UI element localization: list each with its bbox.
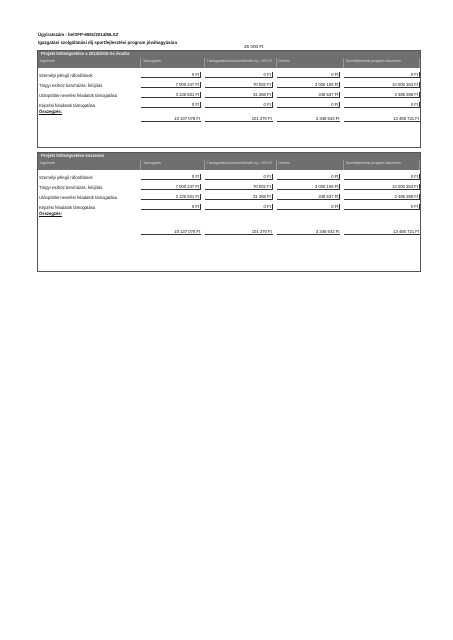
cell-onresz: 348 537 Ft [277, 194, 341, 200]
table-header [38, 160, 420, 170]
table-row [38, 170, 420, 180]
cell-onresz: 0 Ft [277, 72, 341, 78]
header-jogcimek: Jogcímek [38, 160, 141, 170]
header-kozremukodoi-dij: Támogatásból közreműködői díj = 900 Ft [205, 58, 277, 68]
table-row [38, 200, 420, 210]
table-row [38, 180, 420, 190]
budget-section-total [37, 152, 421, 272]
cell-tamogatas: 3 136 831 Ft [141, 194, 201, 200]
total-osszesen: 13 485 721 Ft [344, 229, 420, 235]
cell-onresz: 348 537 Ft [277, 92, 341, 98]
cell-tamogatas: 0 Ft [141, 204, 201, 210]
row-label: Képzési feladatok támogatása [39, 204, 96, 210]
total-tamogatas: 10 137 078 Ft [141, 229, 201, 235]
cell-kozremukodoi-dij: 31 368 Ft [205, 92, 273, 98]
header-tamogatas: Támogatás [141, 58, 205, 68]
row-label: Tárgyi eszköz beruházás, felújítás [39, 82, 103, 88]
cell-kozremukodoi-dij: 0 Ft [205, 174, 273, 180]
cell-kozremukodoi-dij: 0 Ft [205, 102, 273, 108]
total-osszesen: 13 485 721 Ft [344, 116, 420, 122]
cell-osszesen: 3 485 368 Ft [344, 92, 420, 98]
cell-tamogatas: 3 136 831 Ft [141, 92, 201, 98]
cell-kozremukodoi-dij: 70 002 Ft [205, 184, 273, 190]
header-osszesen: Sportfejlesztési program összesen [344, 160, 420, 170]
cell-kozremukodoi-dij: 31 368 Ft [205, 194, 273, 200]
cell-osszesen: 0 Ft [344, 174, 420, 180]
cell-tamogatas: 7 000 247 Ft [141, 184, 201, 190]
row-label: Személyi jellegű ráfordítások [39, 72, 93, 78]
cell-tamogatas: 7 000 247 Ft [141, 82, 201, 88]
summary-row [38, 115, 420, 122]
cell-kozremukodoi-dij: 70 002 Ft [205, 82, 273, 88]
cell-osszesen: 10 000 353 Ft [344, 82, 420, 88]
document-subtitle: Igazgatási szolgáltatási díj sportfejlesztési program jóváhagyására [38, 40, 178, 45]
cell-osszesen: 3 485 368 Ft [344, 194, 420, 200]
table-row [38, 98, 420, 108]
header-onresz: Önrész [277, 160, 345, 170]
cell-osszesen: 0 Ft [344, 72, 420, 78]
row-label: Személyi jellegű ráfordítások [39, 174, 93, 180]
budget-section-season [37, 50, 421, 148]
cell-kozremukodoi-dij: 0 Ft [205, 72, 273, 78]
cell-onresz: 0 Ft [277, 102, 341, 108]
fee-amount: 25 000 Ft [232, 44, 300, 51]
header-onresz: Önrész [277, 58, 345, 68]
summary-label: Összegzés: [39, 108, 63, 114]
cell-osszesen: 0 Ft [344, 204, 420, 210]
header-osszesen: Sportfejlesztési program összesen [344, 58, 420, 68]
row-label: Képzési feladatok támogatása [39, 102, 96, 108]
row-label: Utánpótlás-nevelési feladatok támogatása [39, 194, 117, 200]
cell-onresz: 3 000 106 Ft [277, 82, 341, 88]
total-kozremukodoi-dij: 101 370 Ft [205, 229, 273, 235]
section-title: Projekt költségvetése a 2014/2015-ös évadra [38, 51, 153, 58]
cell-onresz: 3 000 106 Ft [277, 184, 341, 190]
cell-tamogatas: 0 Ft [141, 102, 201, 108]
header-tamogatas: Támogatás [141, 160, 205, 170]
table-row [38, 190, 420, 200]
cell-onresz: 0 Ft [277, 204, 341, 210]
cell-tamogatas: 0 Ft [141, 174, 201, 180]
table-row [38, 68, 420, 78]
summary-label: Összegzés: [39, 210, 63, 216]
reference-number: Ügyiratszám : be/SFP-6591/2014/MLSZ [38, 32, 119, 37]
cell-osszesen: 0 Ft [344, 102, 420, 108]
header-kozremukodoi-dij: Támogatásból közreműködői díj = 900 Ft [205, 160, 277, 170]
table-row [38, 78, 420, 88]
section-title: Projekt költségvetése összesen [38, 153, 153, 160]
cell-osszesen: 10 000 353 Ft [344, 184, 420, 190]
table-header [38, 58, 420, 68]
total-onresz: 3 348 643 Ft [277, 229, 341, 235]
header-jogcimek: Jogcímek [38, 58, 141, 68]
total-tamogatas: 10 137 078 Ft [141, 116, 201, 122]
summary-row [38, 217, 420, 235]
row-label: Tárgyi eszköz beruházás, felújítás [39, 184, 103, 190]
table-row [38, 88, 420, 98]
total-onresz: 3 348 643 Ft [277, 116, 341, 122]
total-kozremukodoi-dij: 101 370 Ft [205, 116, 273, 122]
cell-onresz: 0 Ft [277, 174, 341, 180]
row-label: Utánpótlás-nevelési feladatok támogatása [39, 92, 117, 98]
cell-tamogatas: 0 Ft [141, 72, 201, 78]
cell-kozremukodoi-dij: 0 Ft [205, 204, 273, 210]
